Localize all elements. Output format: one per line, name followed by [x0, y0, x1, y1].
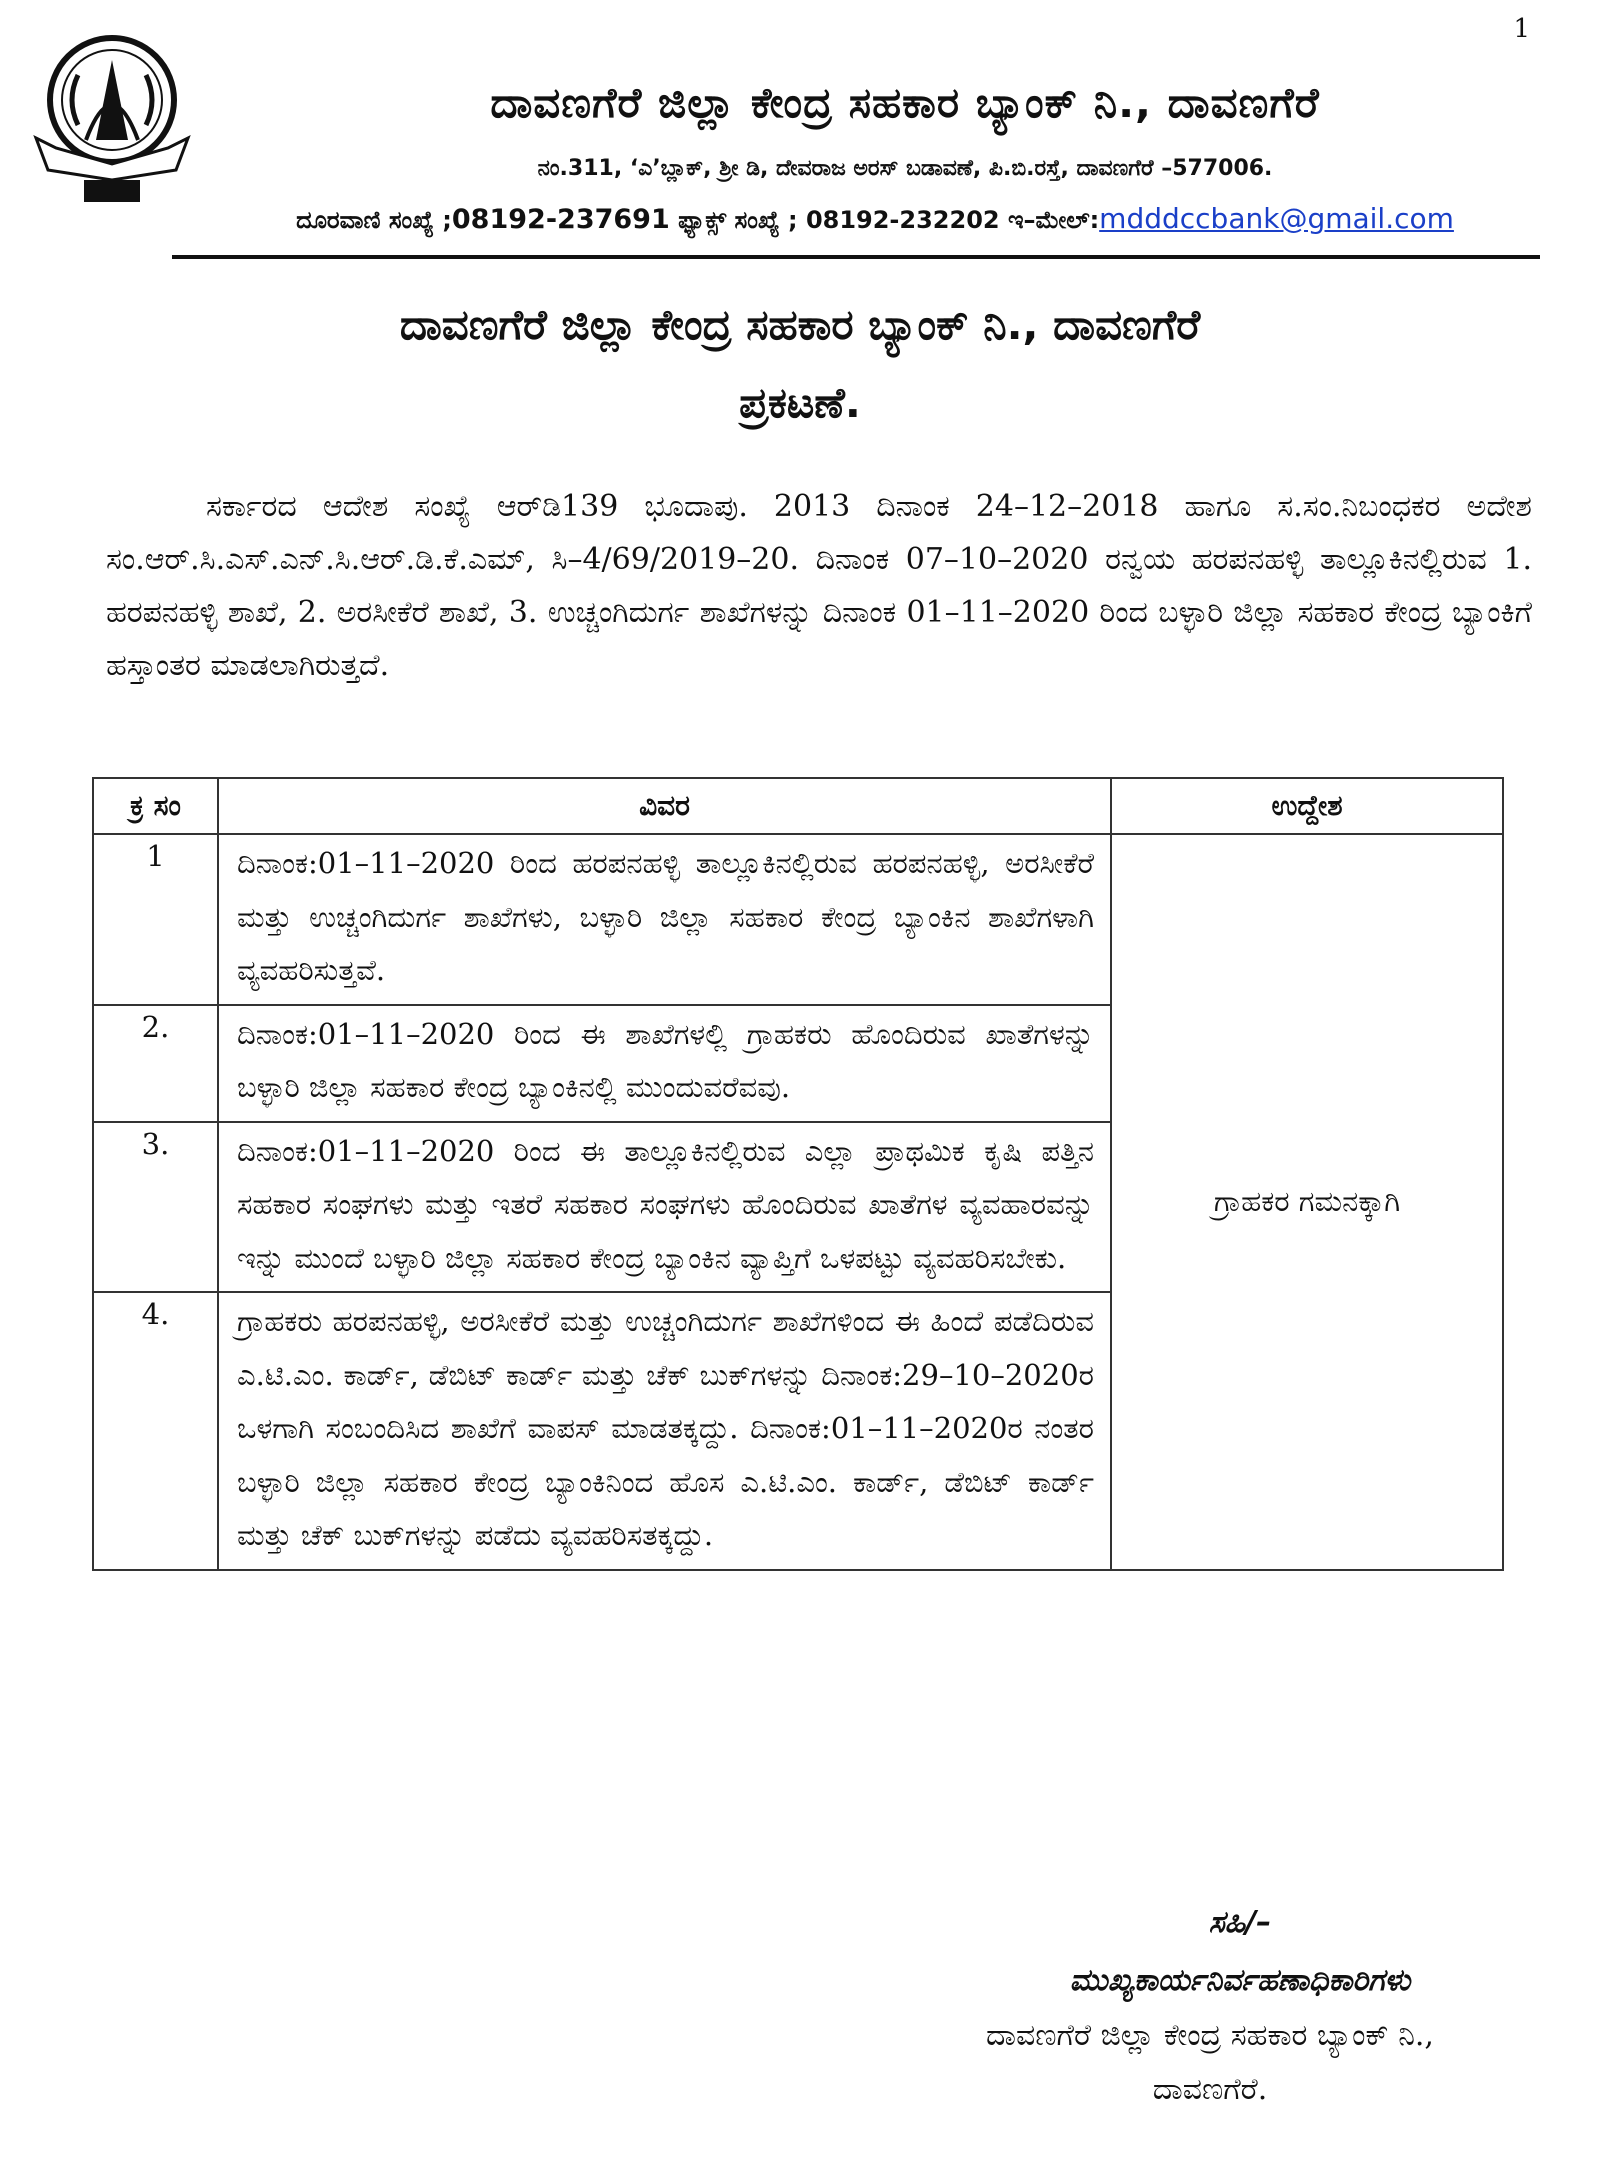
document-bank-title: ದಾವಣಗೆರೆ ಜಿಲ್ಲಾ ಕೇಂದ್ರ ಸಹಕಾರ ಬ್ಯಾಂಕ್ ನಿ., ದಾವಣಗೆರೆ — [399, 300, 1201, 349]
row-description: ದಿನಾಂಕ:01–11–2020 ರಿಂದ ಈ ತಾಲ್ಲೂಕಿನಲ್ಲಿರುವ ಎಲ್ಲಾ ಪ್ರಾಥಮಿಕ ಕೃಷಿ ಪತ್ತಿನ ಸಹಕಾರ ಸಂಘಗಳು ಮತ್ತು ಇತರೆ ಸಹಕಾರ ಸಂಘಗಳು ಹೊಂದಿರುವ ಖಾತೆಗಳ ವ್ಯವಹಾರವನ್ನು ಇನ್ನು ಮುಂದೆ ಬಳ್ಳಾರಿ ಜಿಲ್ಲಾ ಸಹಕಾರ ಕೇಂದ್ರ ಬ್ಯಾಂಕಿನ ವ್ಯಾಪ್ತಿಗೆ ಒಳಪಟ್ಟು ವ್ಯವಹರಿಸಬೇಕು. — [218, 1122, 1111, 1293]
email-label: ಇ–ಮೇಲ್: — [999, 206, 1100, 234]
signature-signed: ಸಹಿ/– — [1208, 1905, 1272, 1940]
signature-organization: ದಾವಣಗೆರೆ ಜಿಲ್ಲಾ ಕೇಂದ್ರ ಸಹಕಾರ ಬ್ಯಾಂಕ್ ನಿ., — [986, 2018, 1434, 2053]
bank-address: ನಂ.311, ‘ಎ’ಬ್ಲಾಕ್, ಶ್ರೀ ಡಿ, ದೇವರಾಜ ಅರಸ್ ಬಡಾವಣೆ, ಪಿ.ಬಿ.ರಸ್ತೆ, ದಾವಣಗೆರೆ –577006. — [537, 156, 1273, 181]
notice-title: ಪ್ರಕಟಣೆ. — [739, 378, 861, 427]
intro-paragraph: ಸರ್ಕಾರದ ಆದೇಶ ಸಂಖ್ಯೆ ಆರ್‌ಡಿ139 ಭೂದಾಪು. 2013 ದಿನಾಂಕ 24–12–2018 ಹಾಗೂ ಸ.ಸಂ.ನಿಬಂಧಕರ ಅದೇಶ ಸಂ.ಆರ್.ಸಿ.ಎಸ್.ಎನ್.ಸಿ.ಆರ್.ಡಿ.ಕೆ.ಎಮ್, ಸಿ–4/69/2019–20. ದಿನಾಂಕ 07–10–2020 ರನ್ವಯ ಹರಪನಹಳ್ಳಿ ತಾಲ್ಲೂಕಿನಲ್ಲಿರುವ 1. ಹರಪನಹಳ್ಳಿ ಶಾಖೆ, 2. ಅರಸೀಕೆರೆ ಶಾಖೆ, 3. ಉಚ್ಚಂಗಿದುರ್ಗ ಶಾಖೆಗಳನ್ನು ದಿನಾಂಕ 01–11–2020 ರಿಂದ ಬಳ್ಳಾರಿ ಜಿಲ್ಲಾ ಸಹಕಾರ ಕೇಂದ್ರ ಬ್ಯಾಂಕಿಗೆ ಹಸ್ತಾಂತರ ಮಾಡಲಾಗಿರುತ್ತದೆ. — [106, 489, 1532, 683]
row-number: 2. — [93, 1005, 218, 1122]
row-description: ದಿನಾಂಕ:01–11–2020 ರಿಂದ ಹರಪನಹಳ್ಳಿ ತಾಲ್ಲೂಕಿನಲ್ಲಿರುವ ಹರಪನಹಳ್ಳಿ, ಅರಸೀಕೆರೆ ಮತ್ತು ಉಚ್ಚಂಗಿದುರ್ಗ ಶಾಖೆಗಳು, ಬಳ್ಳಾರಿ ಜಿಲ್ಲಾ ಸಹಕಾರ ಕೇಂದ್ರ ಬ್ಯಾಂಕಿನ ಶಾಖೆಗಳಾಗಿ ವ್ಯವಹರಿಸುತ್ತವೆ. — [218, 834, 1111, 1005]
row-description: ದಿನಾಂಕ:01–11–2020 ರಿಂದ ಈ ಶಾಖೆಗಳಲ್ಲಿ ಗ್ರಾಹಕರು ಹೊಂದಿರುವ ಖಾತೆಗಳನ್ನು ಬಳ್ಳಾರಿ ಜಿಲ್ಲಾ ಸಹಕಾರ ಕೇಂದ್ರ ಬ್ಯಾಂಕಿನಲ್ಲಿ ಮುಂದುವರೆವವು. — [218, 1005, 1111, 1122]
signature-designation: ಮುಖ್ಯಕಾರ್ಯನಿರ್ವಹಣಾಧಿಕಾರಿಗಳು — [1069, 1963, 1411, 1998]
fax-number: 08192-232202 — [805, 206, 1000, 234]
bank-name-header: ದಾವಣಗೆರೆ ಜಿಲ್ಲಾ ಕೇಂದ್ರ ಸಹಕಾರ ಬ್ಯಾಂಕ್ ನಿ., ದಾವಣಗೆರೆ — [490, 78, 1320, 127]
purpose-cell: ಗ್ರಾಹಕರ ಗಮನಕ್ಕಾಗಿ — [1111, 834, 1503, 1570]
bank-seal-icon — [26, 30, 206, 210]
column-header-purpose: ಉದ್ದೇಶ — [1111, 778, 1503, 834]
row-description: ಗ್ರಾಹಕರು ಹರಪನಹಳ್ಳಿ, ಅರಸೀಕೆರೆ ಮತ್ತು ಉಚ್ಚಂಗಿದುರ್ಗ ಶಾಖೆಗಳಿಂದ ಈ ಹಿಂದೆ ಪಡೆದಿರುವ ಎ.ಟಿ.ಎಂ. ಕಾರ್ಡ್, ಡೆಬಿಟ್ ಕಾರ್ಡ್ ಮತ್ತು ಚೆಕ್ ಬುಕ್‌ಗಳನ್ನು ದಿನಾಂಕ:29–10–2020ರ ಒಳಗಾಗಿ ಸಂಬಂದಿಸಿದ ಶಾಖೆಗೆ ವಾಪಸ್ ಮಾಡತಕ್ಕದ್ದು. ದಿನಾಂಕ:01–11–2020ರ ನಂತರ ಬಳ್ಳಾರಿ ಜಿಲ್ಲಾ ಸಹಕಾರ ಕೇಂದ್ರ ಬ್ಯಾಂಕಿನಿಂದ ಹೊಸ ಎ.ಟಿ.ಎಂ. ಕಾರ್ಡ್, ಡೆಬಿಟ್ ಕಾರ್ಡ್ ಮತ್ತು ಚೆಕ್ ಬುಕ್‌ಗಳನ್ನು ಪಡೆದು ವ್ಯವಹರಿಸತಕ್ಕದ್ದು. — [218, 1292, 1111, 1570]
row-number: 1 — [93, 834, 218, 1005]
table-header-row — [93, 778, 1503, 834]
phone-label: ದೂರವಾಣಿ ಸಂಖ್ಯೆ ; — [296, 206, 452, 234]
notice-table — [92, 777, 1504, 1571]
fax-label: ಫ್ಯಾಕ್ಸ್ ಸಂಖ್ಯೆ ; — [669, 206, 806, 234]
column-header-details: ವಿವರ — [218, 778, 1111, 834]
table-row — [93, 834, 1503, 1005]
row-number: 3. — [93, 1122, 218, 1293]
column-header-serial: ಕ್ರ ಸಂ — [93, 778, 218, 834]
row-number: 4. — [93, 1292, 218, 1570]
email-link[interactable]: mdddccbank@gmail.com — [1099, 202, 1454, 235]
page-number: 1 — [1513, 14, 1530, 44]
contact-line — [170, 202, 1580, 235]
header-divider — [172, 255, 1540, 259]
signature-place: ದಾವಣಗೆರೆ. — [1152, 2072, 1268, 2107]
phone-number: 08192-237691 — [451, 204, 670, 235]
